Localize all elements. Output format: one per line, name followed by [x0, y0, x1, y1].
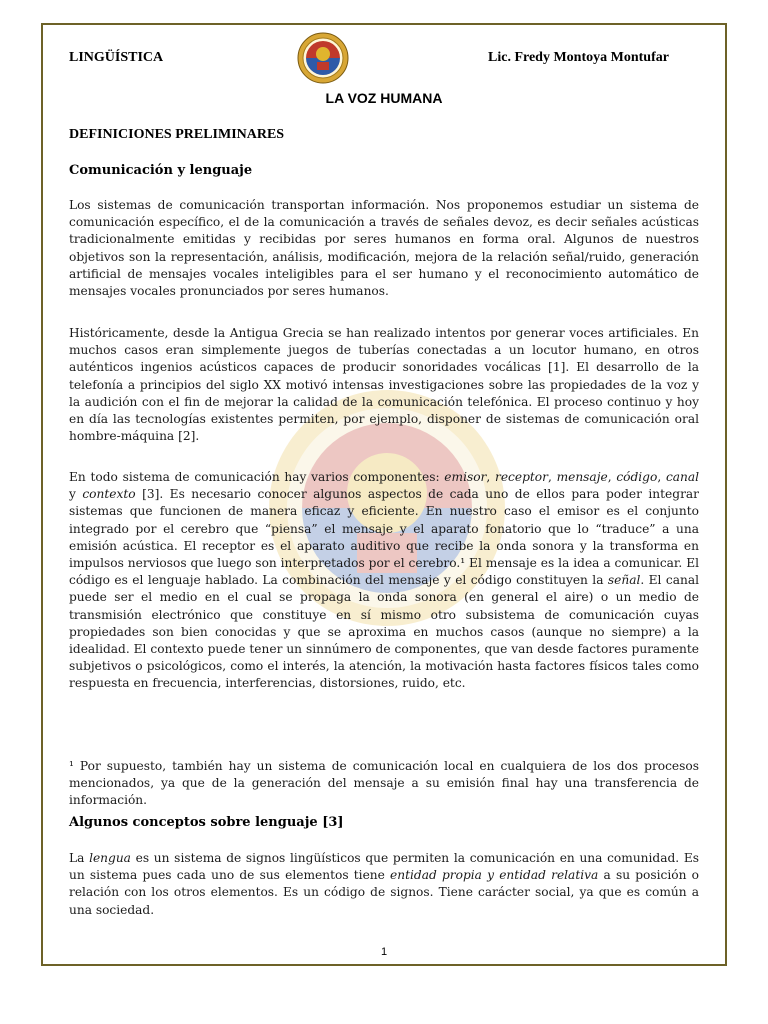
text-span: . El canal puede ser el medio en el cual se propaga la onda sonora (en general el aire) o un medio de transmisión electrónico que constituye en sí mismo otro subsistema de comunicación cuyas propiedades son bien conocidas y que se aproxima en muchos casos (aunque no siempre) a la idealidad. El contexto puede tener un sinnúmero de componentes, que van desde factores puramente subjetivos o psicológicos, como el interés, la atención, la motivación hasta factores físicos tales como respuesta en frecuencia, interferencias, distorsiones, ruido, etc.: [69, 573, 699, 691]
text-span: es un sistema de signos lingüísticos que permiten la comunicación en una comunidad. Es un sistema pues cada uno de sus elementos tiene: [69, 851, 700, 883]
page-number: 1: [380, 946, 388, 958]
section-heading-conceptos: Algunos conceptos sobre lenguaje [3]: [69, 815, 344, 830]
footnote: ¹ Por supuesto, también hay un sistema de comunicación local en cualquiera de los dos procesos mencionados, ya que de la generación del mensaje a su emisión final hay una transferencia de información.: [69, 759, 699, 808]
text-span: ,: [547, 470, 557, 484]
paragraph-sistemas: Los sistemas de comunicación transportan información. Nos proponemos estudiar un sistema de comunicación específico, el de la comunicación a través de señales devoz, es decir señales acústicas tradicionalmente emitidas y recibidas por seres humanos en forma oral. Algunos de nuestros objetivos son la representación, análisis, modificación, mejora de la relación señal/ruido, generación artificial de mensajes vocales inteligibles para el ser humano y el reconocimiento automático de mensajes vocales pronunciados por seres humanos.: [69, 198, 699, 299]
term-lengua: lengua: [89, 851, 131, 865]
text-span: La: [69, 851, 90, 865]
header-course-title: LINGÜÍSTICA: [69, 50, 164, 65]
text-span: a su posición o relación con los otros elementos. Es un código de signos. Tiene carácter social, ya que es común a una sociedad.: [69, 868, 699, 917]
paragraph-historicamente: Históricamente, desde la Antigua Grecia se han realizado intentos por generar voces artificiales. En muchos casos eran simplemente juegos de tuberías conectadas a un locutor humano, en otros auténticos ingenios acústicos capaces de producir sonoridades vocálicas [1]. El desarrollo de la telefonía a principios del siglo XX motivó intensas investigaciones sobre las propiedades de la voz y la audición con el fin de mejorar la calidad de la comunicación telefónica. El proceso continuo y hoy en día las tecnologías existentes permiten, por ejemplo, disponer de sistemas de comunicación oral hombre-máquina [2].: [69, 326, 699, 444]
text-span: y: [69, 487, 83, 502]
term-mensaje: mensaje: [556, 470, 608, 484]
header-author: Lic. Fredy Montoya Montufar: [488, 50, 669, 65]
term-canal: canal: [665, 470, 700, 484]
paragraph-componentes: [69, 469, 699, 693]
term-emisor: emisor: [444, 470, 487, 484]
text-span: [3]. Es necesario conocer algunos aspectos de cada uno de ellos para poder integrar sistemas que funcionen de manera eficaz y eficiente. En nuestro caso el emisor es el conjunto integrado por el cerebro que “piensa” el mensaje y el aparato fonatorio que lo “traduce” a una emisión acústica. El receptor es el aparato auditivo que recibe la onda sonora y la transforma en impulsos nerviosos que luego son interpretados por el cerebro.¹ El mensaje es la idea a comunicar. El código es el lenguaje hablado. La combinación del mensaje y el código constituyen la: [69, 487, 699, 588]
paragraph-lengua: [69, 850, 699, 919]
section-heading-comunicacion: Comunicación y lenguaje: [69, 163, 253, 178]
term-contexto: contexto: [82, 487, 136, 502]
document-title: LA VOZ HUMANA: [325, 90, 443, 106]
text-span: ,: [657, 470, 666, 484]
university-logo: [296, 32, 350, 84]
term-senal: señal: [607, 573, 641, 588]
section-heading-definiciones: DEFINICIONES PRELIMINARES: [69, 127, 285, 142]
term-entidad: entidad propia y entidad relativa: [390, 868, 599, 883]
term-codigo: código: [616, 470, 658, 484]
text-span: ,: [607, 470, 617, 484]
term-receptor: receptor: [495, 470, 548, 484]
text-span: ,: [486, 470, 495, 484]
text-span: En todo sistema de comunicación hay varios componentes:: [69, 470, 445, 484]
